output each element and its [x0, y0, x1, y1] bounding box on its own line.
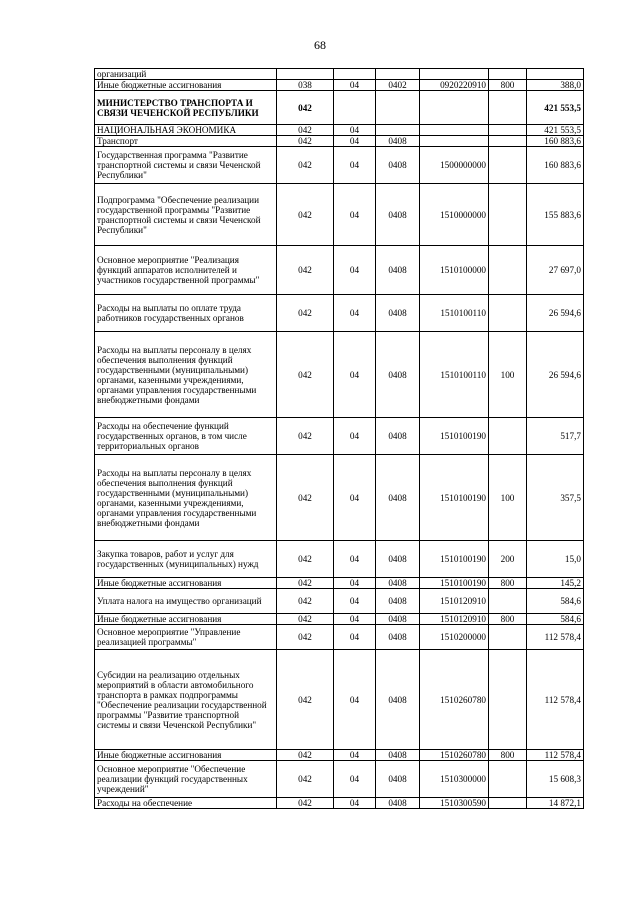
table-row — [95, 295, 584, 332]
row-expense-type: 800 — [489, 578, 527, 589]
table-row — [95, 578, 584, 589]
row-subsection: 0408 — [376, 418, 420, 455]
row-code: 042 — [277, 136, 334, 147]
row-name: Иные бюджетные ассигнования — [95, 578, 277, 589]
row-code: 042 — [277, 295, 334, 332]
row-section: 04 — [334, 455, 376, 541]
row-amount — [527, 69, 584, 80]
row-expense-type: 200 — [489, 541, 527, 578]
row-subsection: 0408 — [376, 750, 420, 761]
row-expense-type — [489, 125, 527, 136]
row-expense-type: 100 — [489, 455, 527, 541]
row-amount: 26 594,6 — [527, 332, 584, 418]
row-target-article: 1510000000 — [420, 184, 489, 246]
row-code: 042 — [277, 418, 334, 455]
table-row — [95, 69, 584, 80]
row-name: Основное мероприятие "Управление реализацией программы" — [95, 625, 277, 650]
row-subsection: 0408 — [376, 246, 420, 295]
table-row — [95, 147, 584, 184]
table-row — [95, 761, 584, 798]
row-subsection: 0408 — [376, 761, 420, 798]
row-amount: 26 594,6 — [527, 295, 584, 332]
row-code: 042 — [277, 91, 334, 125]
table-row — [95, 650, 584, 750]
row-amount: 421 553,5 — [527, 125, 584, 136]
row-target-article: 1510300000 — [420, 761, 489, 798]
row-subsection: 0408 — [376, 147, 420, 184]
table-row — [95, 332, 584, 418]
row-code: 042 — [277, 332, 334, 418]
table-row — [95, 750, 584, 761]
row-name: Иные бюджетные ассигнования — [95, 614, 277, 625]
row-target-article: 1510120910 — [420, 589, 489, 614]
row-expense-type — [489, 91, 527, 125]
table-row — [95, 589, 584, 614]
table-row — [95, 541, 584, 578]
row-target-article: 1510200000 — [420, 625, 489, 650]
row-code: 042 — [277, 541, 334, 578]
row-amount: 14 872,1 — [527, 798, 584, 809]
row-code: 042 — [277, 761, 334, 798]
row-target-article: 0920220910 — [420, 80, 489, 91]
row-name: Расходы на выплаты персоналу в целях обеспечения выполнения функций государственными (муниципальными) органами, казенными учреждениями, органами управления государственными внебюджетными фондами — [95, 455, 277, 541]
row-target-article: 1510260780 — [420, 650, 489, 750]
row-code — [277, 69, 334, 80]
row-amount: 15,0 — [527, 541, 584, 578]
row-section: 04 — [334, 650, 376, 750]
row-subsection: 0408 — [376, 455, 420, 541]
row-section: 04 — [334, 578, 376, 589]
row-code: 042 — [277, 147, 334, 184]
row-name: Расходы на обеспечение — [95, 798, 277, 809]
row-subsection: 0408 — [376, 578, 420, 589]
row-name: организаций — [95, 69, 277, 80]
row-code: 042 — [277, 578, 334, 589]
row-section: 04 — [334, 147, 376, 184]
row-section: 04 — [334, 295, 376, 332]
row-amount: 27 697,0 — [527, 246, 584, 295]
row-section: 04 — [334, 184, 376, 246]
table-row — [95, 80, 584, 91]
table-row — [95, 184, 584, 246]
table-row — [95, 798, 584, 809]
row-expense-type — [489, 246, 527, 295]
row-code: 042 — [277, 750, 334, 761]
row-amount: 584,6 — [527, 589, 584, 614]
row-name: Иные бюджетные ассигнования — [95, 750, 277, 761]
row-target-article: 1510100000 — [420, 246, 489, 295]
row-name: Расходы на обеспечение функций государственных органов, в том числе территориальных органов — [95, 418, 277, 455]
row-subsection: 0402 — [376, 80, 420, 91]
row-amount: 112 578,4 — [527, 650, 584, 750]
row-target-article: 1510120910 — [420, 614, 489, 625]
row-subsection: 0408 — [376, 614, 420, 625]
row-name: Иные бюджетные ассигнования — [95, 80, 277, 91]
row-subsection — [376, 125, 420, 136]
row-subsection: 0408 — [376, 136, 420, 147]
row-expense-type — [489, 184, 527, 246]
row-name: Расходы на выплаты по оплате труда работников государственных органов — [95, 295, 277, 332]
row-subsection: 0408 — [376, 650, 420, 750]
row-code: 042 — [277, 798, 334, 809]
page-number: 68 — [314, 38, 326, 52]
row-section: 04 — [334, 625, 376, 650]
row-expense-type: 800 — [489, 80, 527, 91]
row-expense-type — [489, 625, 527, 650]
row-amount: 160 883,6 — [527, 147, 584, 184]
row-target-article — [420, 136, 489, 147]
row-section: 04 — [334, 750, 376, 761]
row-section — [334, 91, 376, 125]
table-row — [95, 125, 584, 136]
row-code: 042 — [277, 455, 334, 541]
row-expense-type — [489, 69, 527, 80]
row-amount: 145,2 — [527, 578, 584, 589]
row-target-article: 1510100110 — [420, 332, 489, 418]
row-target-article: 1510100110 — [420, 295, 489, 332]
row-code: 042 — [277, 650, 334, 750]
row-target-article — [420, 69, 489, 80]
row-target-article: 1510100190 — [420, 455, 489, 541]
table-row — [95, 614, 584, 625]
row-section: 04 — [334, 125, 376, 136]
row-name: Основное мероприятие "Обеспечение реализации функций государственных учреждений" — [95, 761, 277, 798]
row-section: 04 — [334, 136, 376, 147]
row-amount: 112 578,4 — [527, 750, 584, 761]
table-row — [95, 91, 584, 125]
row-name: Транспорт — [95, 136, 277, 147]
row-code: 042 — [277, 125, 334, 136]
row-expense-type — [489, 136, 527, 147]
row-expense-type — [489, 418, 527, 455]
row-expense-type — [489, 761, 527, 798]
row-amount: 388,0 — [527, 80, 584, 91]
row-name: Закупка товаров, работ и услуг для государственных (муниципальных) нужд — [95, 541, 277, 578]
row-target-article: 1510100190 — [420, 541, 489, 578]
row-target-article — [420, 125, 489, 136]
row-target-article: 1500000000 — [420, 147, 489, 184]
row-code: 042 — [277, 246, 334, 295]
row-section: 04 — [334, 332, 376, 418]
row-code: 042 — [277, 184, 334, 246]
row-subsection: 0408 — [376, 541, 420, 578]
row-name: Государственная программа "Развитие транспортной системы и связи Чеченской Республики" — [95, 147, 277, 184]
row-name: Уплата налога на имущество организаций — [95, 589, 277, 614]
row-code: 042 — [277, 625, 334, 650]
row-amount: 160 883,6 — [527, 136, 584, 147]
table-row — [95, 418, 584, 455]
row-target-article — [420, 91, 489, 125]
row-section: 04 — [334, 541, 376, 578]
row-subsection: 0408 — [376, 798, 420, 809]
row-target-article: 1510100190 — [420, 418, 489, 455]
row-subsection: 0408 — [376, 184, 420, 246]
row-name: МИНИСТЕРСТВО ТРАНСПОРТА И СВЯЗИ ЧЕЧЕНСКОЙ РЕСПУБЛИКИ — [95, 91, 277, 125]
row-amount: 112 578,4 — [527, 625, 584, 650]
row-amount: 357,5 — [527, 455, 584, 541]
row-subsection — [376, 91, 420, 125]
row-expense-type: 800 — [489, 614, 527, 625]
row-subsection — [376, 69, 420, 80]
row-section: 04 — [334, 80, 376, 91]
row-section: 04 — [334, 418, 376, 455]
row-amount: 421 553,5 — [527, 91, 584, 125]
budget-table — [94, 68, 584, 809]
row-subsection: 0408 — [376, 589, 420, 614]
row-subsection: 0408 — [376, 295, 420, 332]
row-name: Основное мероприятие "Реализация функций аппаратов исполнителей и участников государственной программы" — [95, 246, 277, 295]
row-name: Субсидии на реализацию отдельных мероприятий в области автомобильного транспорта в рамках подпрограммы "Обеспечение реализации государственной программы "Развитие транспортной системы и связи Чеченской Республики" — [95, 650, 277, 750]
table-row — [95, 455, 584, 541]
row-section: 04 — [334, 798, 376, 809]
row-expense-type — [489, 295, 527, 332]
row-target-article: 1510260780 — [420, 750, 489, 761]
row-amount: 517,7 — [527, 418, 584, 455]
row-subsection: 0408 — [376, 625, 420, 650]
row-expense-type: 100 — [489, 332, 527, 418]
row-amount: 584,6 — [527, 614, 584, 625]
row-amount: 15 608,3 — [527, 761, 584, 798]
row-amount: 155 883,6 — [527, 184, 584, 246]
row-code: 042 — [277, 614, 334, 625]
row-name: НАЦИОНАЛЬНАЯ ЭКОНОМИКА — [95, 125, 277, 136]
row-section — [334, 69, 376, 80]
row-subsection: 0408 — [376, 332, 420, 418]
row-expense-type — [489, 650, 527, 750]
row-target-article: 1510300590 — [420, 798, 489, 809]
row-code: 042 — [277, 589, 334, 614]
row-section: 04 — [334, 614, 376, 625]
row-target-article: 1510100190 — [420, 578, 489, 589]
row-code: 038 — [277, 80, 334, 91]
row-section: 04 — [334, 761, 376, 798]
row-expense-type: 800 — [489, 750, 527, 761]
row-expense-type — [489, 798, 527, 809]
table-row — [95, 625, 584, 650]
row-section: 04 — [334, 589, 376, 614]
table-row — [95, 136, 584, 147]
row-expense-type — [489, 147, 527, 184]
budget-table-body — [95, 69, 584, 809]
row-name: Расходы на выплаты персоналу в целях обеспечения выполнения функций государственными (муниципальными) органами, казенными учреждениями, органами управления государственными внебюджетными фондами — [95, 332, 277, 418]
table-row — [95, 246, 584, 295]
row-section: 04 — [334, 246, 376, 295]
row-expense-type — [489, 589, 527, 614]
row-name: Подпрограмма "Обеспечение реализации государственной программы "Развитие транспортной системы и связи Чеченской Республики" — [95, 184, 277, 246]
